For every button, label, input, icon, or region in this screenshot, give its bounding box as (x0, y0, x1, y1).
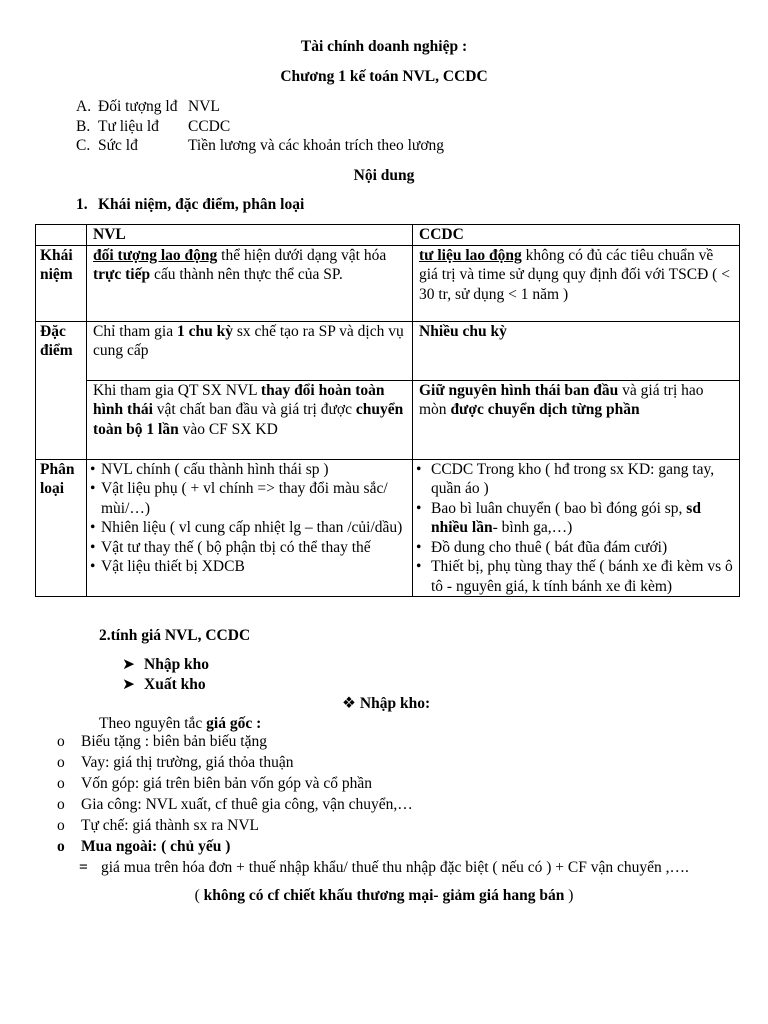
list-name: Tư liệu lđ (98, 117, 159, 135)
list-item: • Thiết bị, phụ tùng thay thế ( bánh xe đi kèm vs ô tô - nguyên giá, k tính bánh xe đi kèm) (415, 557, 733, 596)
classification-table (35, 224, 740, 597)
diamond-bullet-icon: ❖ (341, 695, 356, 712)
row-label-dac-diem: Đặc điểm (36, 321, 87, 459)
row-label-khai-niem: Khái niệm (36, 245, 87, 321)
table-header-row (36, 225, 740, 246)
dac-diem-nvl-1: Chỉ tham gia 1 chu kỳ sx chế tạo ra SP và dịch vụ cung cấp (87, 321, 413, 380)
phan-loai-ccdc (413, 459, 740, 597)
khai-niem-nvl: đối tượng lao động thể hiện dưới dạng vật hóa trực tiếp cấu thành nên thực thể của SP. (87, 245, 413, 321)
dac-diem-ccdc-2: Giữ nguyên hình thái ban đầu và giá trị hao mòn được chuyển dịch từng phần (413, 380, 740, 459)
list-desc: CCDC (188, 117, 231, 135)
list-item: • Vật tư thay thế ( bộ phận tbị có thể thay thế (89, 538, 406, 558)
arrowhead-bullet-icon: ➤ (122, 676, 135, 693)
list-letter: A. (76, 98, 92, 115)
row-dac-diem-1 (36, 321, 740, 380)
section-number: 1. (76, 196, 88, 213)
row-khai-niem (36, 245, 740, 321)
pricing-list (57, 732, 413, 858)
circle-bullet-icon: o (57, 754, 65, 771)
list-letter: B. (76, 117, 91, 135)
row-phan-loai (36, 459, 740, 597)
circle-bullet-icon: o (57, 733, 65, 750)
header-empty-cell (36, 225, 87, 246)
nhap-kho-heading: ❖ Nhập kho: (0, 694, 768, 713)
dac-diem-nvl-2: Khi tham gia QT SX NVL thay đổi hoàn toàn hình thái vật chất ban đầu và giá trị được chuyển toàn bộ 1 lần vào CF SX KD (87, 380, 413, 459)
circle-bullet-icon: o (57, 775, 65, 792)
list-item: o Vay: giá thị trường, giá thỏa thuận (57, 753, 413, 774)
circle-bullet-icon: o (57, 796, 65, 813)
document-title: Tài chính doanh nghiệp : (300, 38, 468, 55)
list-letter: C. (76, 137, 91, 154)
arrow-list (122, 655, 209, 695)
header-ccdc: CCDC (413, 225, 740, 246)
arrow-item-nhap-kho: ➤ Nhập kho (122, 656, 210, 673)
row-label-phan-loai: Phân loại (36, 459, 87, 597)
list-item: • CCDC Trong kho ( hđ trong sx KD: gang tay, quần áo ) (415, 460, 733, 499)
list-desc: NVL (188, 98, 220, 115)
section-title: Khái niệm, đặc điểm, phân loại (98, 196, 305, 213)
circle-bullet-icon: o (57, 817, 65, 834)
list-desc: Tiền lương và các khoản trích theo lương (188, 137, 445, 154)
list-item: o Tự chế: giá thành sx ra NVL (57, 816, 413, 837)
arrowhead-bullet-icon: ➤ (122, 656, 135, 673)
row-dac-diem-2 (36, 380, 740, 459)
intro-item-a (76, 97, 444, 117)
intro-item-c (76, 136, 444, 156)
list-item: • Nhiên liệu ( vl cung cấp nhiệt lg – than /củi/dầu) (89, 518, 406, 538)
list-item: • Vật liệu thiết bị XDCB (89, 557, 406, 577)
circle-bullet-icon: o (57, 838, 65, 855)
principle-line: Theo nguyên tắc giá gốc : (99, 715, 262, 732)
note-line: ( không có cf chiết khấu thương mại- giảm giá hang bán ) (194, 887, 574, 904)
section-1-heading (76, 195, 304, 214)
list-item: • NVL chính ( cấu thành hình thái sp ) (89, 460, 406, 480)
list-item: • Đồ dung cho thuê ( bát đũa đám cưới) (415, 538, 733, 558)
formula-line: = giá mua trên hóa đơn + thuế nhập khẩu/ thuế thu nhập đặc biệt ( nếu có ) + CF vận chuyển ,…. (79, 859, 689, 876)
intro-item-b (76, 117, 444, 137)
header-nvl: NVL (87, 225, 413, 246)
content-heading: Nội dung (353, 167, 415, 184)
list-item-mua-ngoai: o Mua ngoài: ( chủ yếu ) (57, 837, 413, 858)
list-name: Đối tượng lđ (98, 98, 178, 115)
chapter-title: Chương 1 kế toán NVL, CCDC (280, 68, 488, 85)
list-item: o Gia công: NVL xuất, cf thuê gia công, vận chuyển,… (57, 795, 413, 816)
intro-list (76, 97, 444, 156)
arrow-item-xuat-kho: ➤ Xuất kho (122, 676, 206, 693)
phan-loai-nvl (87, 459, 413, 597)
list-item: • Vật liệu phụ ( + vl chính => thay đổi màu sắc/ mùi/…) (89, 479, 406, 518)
khai-niem-ccdc: tư liệu lao động không có đủ các tiêu chuẩn về giá trị và time sử dụng quy định đối với TSCĐ ( < 30 tr, sử dụng < 1 năm ) (413, 245, 740, 321)
list-item: • Bao bì luân chuyển ( bao bì đóng gói sp, sd nhiều lần- bình ga,…) (415, 499, 733, 538)
list-item: o Vốn góp: giá trên biên bản vốn góp và cổ phần (57, 774, 413, 795)
section-2-heading: 2.tính giá NVL, CCDC (99, 627, 251, 644)
dac-diem-ccdc-1: Nhiều chu kỳ (413, 321, 740, 380)
list-name: Sức lđ (98, 137, 138, 154)
list-item: o Biếu tặng : biên bản biếu tặng (57, 732, 413, 753)
